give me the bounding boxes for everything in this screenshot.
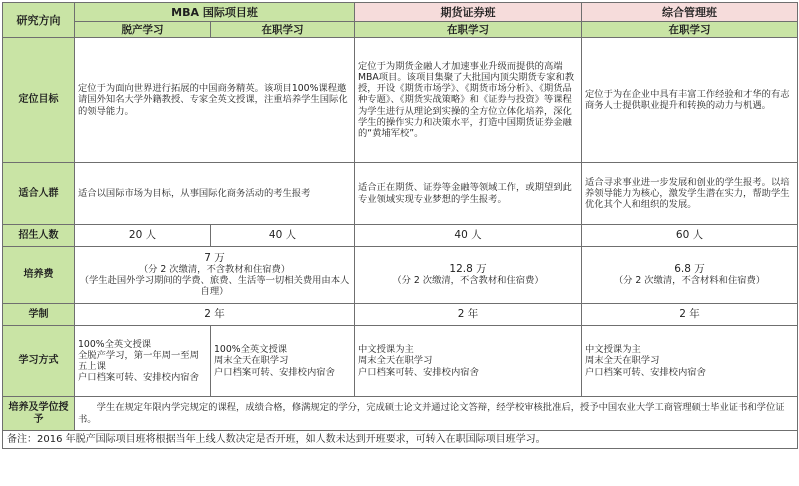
fee-futures-detail: （分 2 次缴清，不含教材和住宿费） [392,275,544,286]
row-label-degree: 培养及学位授予 [3,397,75,431]
study-mode-comprehensive-line: 周末全天在职学习 [585,355,660,367]
study-mode-futures [355,326,582,397]
header-futures: 期货证券班 [355,3,582,22]
study-mode-mba-parttime-line: 100%全英文授课 [214,344,288,356]
enrollment-futures: 40 人 [355,225,582,247]
header-comprehensive-sub: 在职学习 [582,22,798,38]
row-label-study-mode: 学习方式 [3,326,75,397]
target-comprehensive: 适合寻求事业进一步发展和创业的学生报考。以培养领导能力为核心，激发学生潜在实力，帮助学生优化其个人和组织的发展。 [582,163,798,225]
footnote: 备注：2016 年脱产国际项目班将根据当年上线人数决定是否开班，如人数未达到开班要求，可转入在职国际项目班学习。 [3,431,798,449]
study-mode-mba-fulltime-line: 100%全英文授课 [78,338,152,350]
program-comparison-table [2,2,798,449]
header-mba-fulltime: 脱产学习 [75,22,211,38]
row-label-duration: 学制 [3,304,75,326]
fee-mba [75,247,355,304]
positioning-mba: 定位于为面向世界进行拓展的中国商务精英。该项目100%课程邀请国外知名大学外籍教授、专家全英文授课，注重培养学生国际化的领导能力。 [75,38,355,163]
study-mode-futures-line: 周末全天在职学习 [358,355,433,367]
fee-mba-amount: 7 万 [204,251,225,264]
study-mode-mba-fulltime-line: 全脱产学习，第一年周一至周五上课 [78,349,199,372]
header-direction: 研究方向 [3,3,75,38]
study-mode-mba-parttime [211,326,355,397]
row-label-positioning: 定位目标 [3,38,75,163]
fee-futures-amount: 12.8 万 [449,262,487,275]
duration-futures: 2 年 [355,304,582,326]
header-mba: MBA 国际项目班 [75,3,355,22]
study-mode-futures-line: 中文授课为主 [358,344,414,356]
fee-mba-detail: （分 2 次缴清，不含教材和住宿费） [138,263,291,275]
positioning-futures: 定位于为期货金融人才加速事业升级而提供的高端MBA项目。该项目集聚了大批国内顶尖期货专家和教授，开设《期货市场学》、《期货市场分析》、《期货品种专题》、《期货实战策略》和《证券与投资》等课程为学生进行从理论到实操的全方位立体化培养，深化学生的操作实力和决策水平，打造中国期货证券金融的“黄埔军校”。 [355,38,582,163]
fee-mba-note: （学生赴国外学习期间的学费、旅费、生活等一切相关费用由本人自理） [79,275,350,298]
study-mode-mba-fulltime-line: 户口档案可转、安排校内宿舍 [78,372,199,384]
study-mode-comprehensive-line: 户口档案可转、安排校内宿舍 [585,366,706,378]
header-comprehensive: 综合管理班 [582,3,798,22]
study-mode-mba-fulltime [75,326,211,397]
enrollment-mba-parttime: 40 人 [211,225,355,247]
positioning-comprehensive: 定位于为在企业中具有丰富工作经验和才华的有志商务人士提供职业提升和转换的动力与机遇。 [582,38,798,163]
enrollment-comprehensive: 60 人 [582,225,798,247]
row-label-fee: 培养费 [3,247,75,304]
study-mode-mba-parttime-line: 户口档案可转、安排校内宿舍 [214,366,335,378]
fee-comprehensive [582,247,798,304]
header-mba-parttime: 在职学习 [211,22,355,38]
fee-comprehensive-amount: 6.8 万 [674,262,705,275]
enrollment-mba-fulltime: 20 人 [75,225,211,247]
duration-comprehensive: 2 年 [582,304,798,326]
row-label-target: 适合人群 [3,163,75,225]
target-mba: 适合以国际市场为目标，从事国际化商务活动的考生报考 [75,163,355,225]
header-futures-sub: 在职学习 [355,22,582,38]
fee-futures [355,247,582,304]
study-mode-mba-parttime-line: 周末全天在职学习 [214,355,289,367]
study-mode-futures-line: 户口档案可转、安排校内宿舍 [358,366,479,378]
row-label-enrollment: 招生人数 [3,225,75,247]
target-futures: 适合正在期货、证券等金融等领域工作，或期望到此专业领域实现专业梦想的学生报考。 [355,163,582,225]
study-mode-comprehensive [582,326,798,397]
duration-mba: 2 年 [75,304,355,326]
fee-comprehensive-detail: （分 2 次缴清，不含材料和住宿费） [613,275,766,286]
degree-text: 学生在规定年限内学完规定的课程，成绩合格，修满规定的学分，完成硕士论文并通过论文答辩，经学校审核批准后，授予中国农业大学工商管理硕士毕业证书和学位证书。 [75,397,798,431]
study-mode-comprehensive-line: 中文授课为主 [585,344,641,356]
